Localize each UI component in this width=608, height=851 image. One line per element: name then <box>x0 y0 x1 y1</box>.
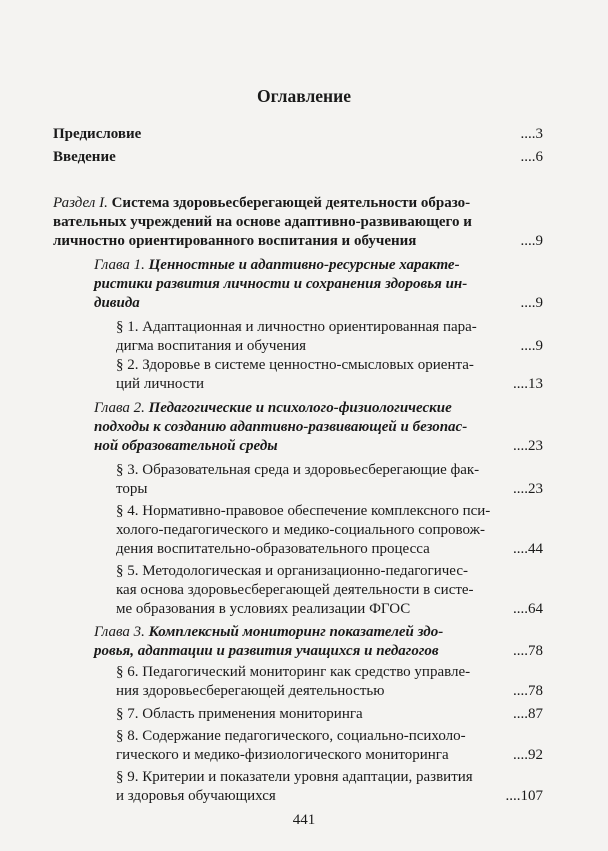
toc-entry-foreword[interactable] <box>53 125 543 144</box>
toc-entry-label: ной образовательной среды <box>94 438 278 454</box>
toc-entry-page: ....23 <box>513 481 543 497</box>
page-title: Оглавление <box>257 86 351 106</box>
toc-entry-label: Педагогические и психолого-физиологические <box>144 400 452 416</box>
toc-entry-paragraph-5[interactable] <box>116 562 543 619</box>
toc-entry-page: ....13 <box>513 376 543 392</box>
toc-entry-label: торы <box>116 481 148 497</box>
toc-entry-label: дивида <box>94 295 140 311</box>
toc-entry-page: ....87 <box>513 706 543 722</box>
toc-entry-page: ....107 <box>505 788 543 804</box>
toc-entry-paragraph-2[interactable] <box>116 356 543 394</box>
toc-entry-page: ....9 <box>520 295 543 311</box>
toc-entry-paragraph-4[interactable] <box>116 502 543 559</box>
toc-entry-label: дигма воспитания и обучения <box>116 338 307 354</box>
toc-entry-page: ....92 <box>513 747 543 763</box>
toc-entry-label: ния здоровьесберегающей деятельностью <box>116 683 385 699</box>
toc-entry-page: ....64 <box>513 601 543 617</box>
toc-entry-label: дения воспитательно-образовательного процесса <box>116 541 430 557</box>
toc-entry-chapter-3[interactable] <box>94 623 543 661</box>
chapter-prefix: Глава 2. <box>94 400 145 416</box>
toc-entry-label: § 8. Содержание педагогического, социально-психоло- <box>116 728 466 744</box>
toc-entry-label: ристики развития личности и сохранения здоровья ин- <box>94 276 468 292</box>
toc-entry-intro[interactable] <box>53 148 543 167</box>
toc-entry-paragraph-7[interactable] <box>116 705 543 724</box>
toc-entry-label: ровья, адаптации и развития учащихся и педагогов <box>94 643 439 659</box>
chapter-prefix: Глава 3. <box>94 624 145 640</box>
toc-entry-label: вательных учреждений на основе адаптивно-развивающего и <box>53 214 472 230</box>
toc-entry-label: § 7. Область применения мониторинга <box>116 706 363 722</box>
toc-entry-page: ....6 <box>520 149 543 165</box>
toc-entry-paragraph-3[interactable] <box>116 461 543 499</box>
toc-entry-label: § 3. Образовательная среда и здоровьесберегающие фак- <box>116 462 480 478</box>
toc-entry-label: § 5. Методологическая и организационно-педагогичес- <box>116 563 468 579</box>
toc-entry-page: ....9 <box>520 338 543 354</box>
toc-entry-label: Комплексный мониторинг показателей здо- <box>144 624 444 640</box>
toc-entry-label: § 6. Педагогический мониторинг как средство управле- <box>116 664 471 680</box>
toc-entry-label: § 1. Адаптационная и личностно ориентированная пара- <box>116 319 477 335</box>
toc-entry-label: § 9. Критерии и показатели уровня адаптации, развития <box>116 769 473 785</box>
toc-entry-paragraph-9[interactable] <box>116 768 543 806</box>
toc-entry-label: Введение <box>53 149 116 165</box>
toc-entry-page: ....78 <box>513 643 543 659</box>
toc-entry-label: § 2. Здоровье в системе ценностно-смысловых ориента- <box>116 357 474 373</box>
toc-entry-label: холого-педагогического и медико-социального сопровож- <box>116 522 485 538</box>
toc-entry-label: и здоровья обучающихся <box>116 788 276 804</box>
toc-entry-page: ....9 <box>520 233 543 249</box>
toc-entry-page: ....78 <box>513 683 543 699</box>
toc-entry-paragraph-6[interactable] <box>116 663 543 701</box>
toc-entry-label: ме образования в условиях реализации ФГОС <box>116 601 411 617</box>
toc-entry-chapter-1[interactable] <box>94 256 543 313</box>
toc-entry-label: личностно ориентированного воспитания и обучения <box>53 233 417 249</box>
toc-entry-label: Система здоровьесберегающей деятельности образо- <box>107 195 471 211</box>
section-prefix: Раздел I. <box>53 195 108 211</box>
chapter-prefix: Глава 1. <box>94 257 145 273</box>
toc-entry-page: ....44 <box>513 541 543 557</box>
toc-entry-label: Ценностные и адаптивно-ресурсные характе- <box>144 257 460 273</box>
toc-entry-label: Предисловие <box>53 126 142 142</box>
toc-entry-label: ций личности <box>116 376 205 392</box>
toc-entry-label: § 4. Нормативно-правовое обеспечение комплексного пси- <box>116 503 491 519</box>
page-number: 441 <box>292 812 316 828</box>
toc-entry-page: ....3 <box>520 126 543 142</box>
toc-entry-label: подходы к созданию адаптивно-развивающей и безопас- <box>94 419 468 435</box>
toc-entry-chapter-2[interactable] <box>94 399 543 456</box>
toc-entry-label: кая основа здоровьесберегающей деятельности в систе- <box>116 582 474 598</box>
toc-entry-label: гического и медико-физиологического мониторинга <box>116 747 449 763</box>
toc-entry-paragraph-1[interactable] <box>116 318 543 356</box>
toc-entry-paragraph-8[interactable] <box>116 727 543 765</box>
toc-entry-page: ....23 <box>513 438 543 454</box>
toc-entry-section-1[interactable] <box>53 194 543 251</box>
